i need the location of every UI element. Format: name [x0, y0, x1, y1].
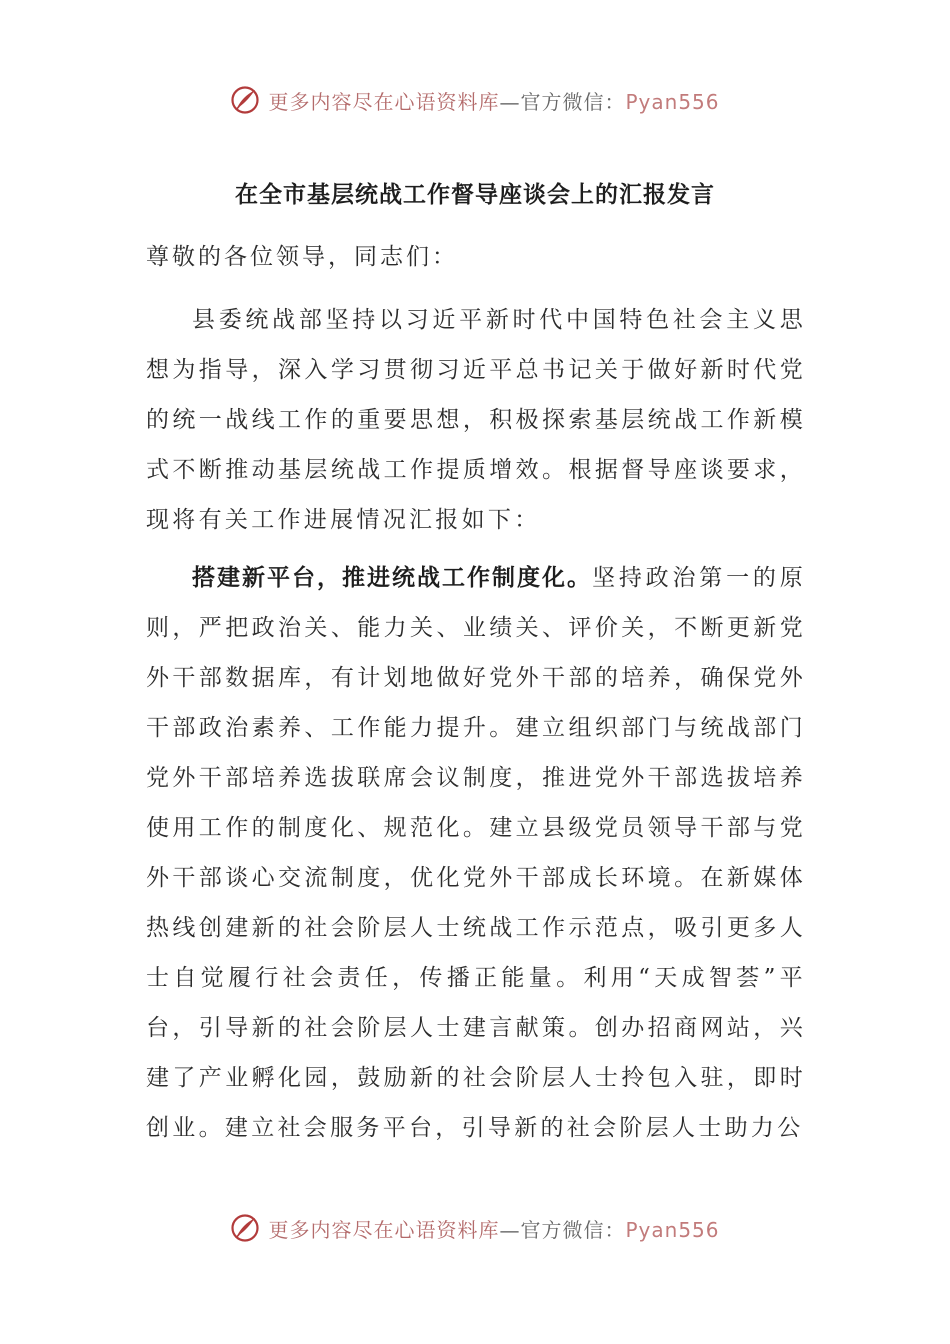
banner-dash: — — [499, 1217, 521, 1242]
brand-text: 更多内容尽在心语资料库 — [268, 1217, 500, 1242]
brand-text: 更多内容尽在心语资料库 — [268, 89, 500, 114]
quill-logo-icon — [230, 1213, 260, 1243]
wechat-id: Pyan556 — [625, 89, 720, 114]
footer-banner — [0, 1208, 950, 1248]
header-banner-text — [268, 86, 719, 115]
section-1-body: 坚持政治第一的原则，严把政治关、能力关、业绩关、评价关，不断更新党外干部数据库，有计划地做好党外干部的培养，确保党外干部政治素养、工作能力提升。建立组织部门与统战部门党外干部培养选拔联席会议制度，推进党外干部选拔培养使用工作的制度化、规范化。建立县级党员领导干部与党外干部谈心交流制度，优化党外干部成长环境。在新媒体热线创建新的社会阶层人士统战工作示范点，吸引更多人士自觉履行社会责任，传播正能量。利用“天成智荟”平台，引导新的社会阶层人士建言献策。创办招商网站，兴建了产业孵化园，鼓励新的社会阶层人士拎包入驻，即时创业。建立社会服务平台，引导新的社会阶层人士助力公 — [146, 565, 807, 1141]
banner-dash: — — [499, 89, 521, 114]
intro-paragraph: 县委统战部坚持以习近平新时代中国特色社会主义思想为指导，深入学习贯彻习近平总书记关于做好新时代党的统一战线工作的重要思想，积极探索基层统战工作新模式不断推动基层统战工作提质增效。根据督导座谈要求，现将有关工作进展情况汇报如下： — [146, 307, 806, 533]
wechat-id: Pyan556 — [625, 1217, 720, 1242]
document-title: 在全市基层统战工作督导座谈会上的汇报发言 — [235, 182, 715, 208]
greeting: 尊敬的各位领导，同志们： — [146, 244, 458, 270]
header-banner — [0, 80, 950, 120]
footer-banner-text — [268, 1214, 719, 1243]
section-1-heading: 搭建新平台，推进统战工作制度化。 — [192, 565, 593, 591]
wechat-label: 官方微信： — [520, 1217, 626, 1242]
wechat-label: 官方微信： — [520, 89, 626, 114]
section-1-paragraph — [146, 553, 806, 1153]
quill-logo-icon — [230, 85, 260, 115]
